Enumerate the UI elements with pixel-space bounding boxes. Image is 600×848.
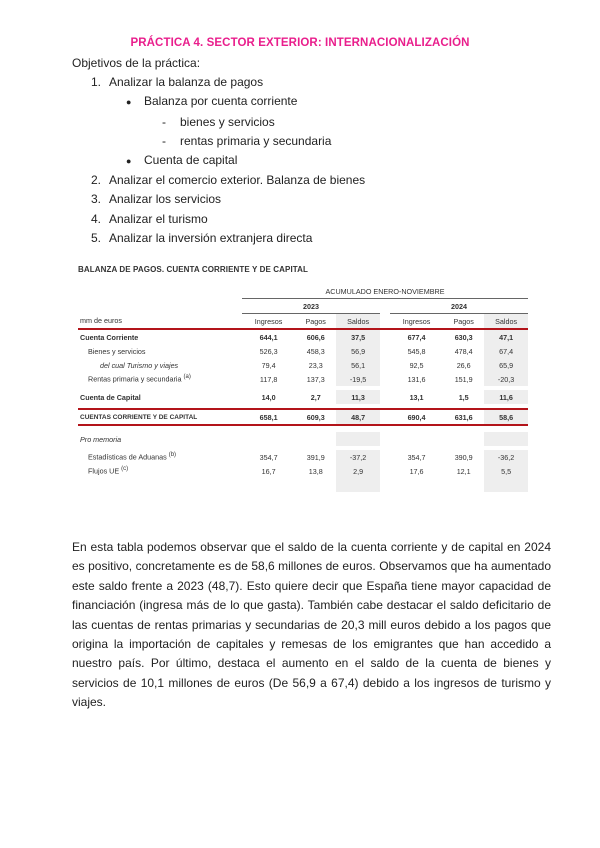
objective-text: Balanza por cuenta corriente xyxy=(144,94,298,109)
table-cell: 26,6 xyxy=(456,360,471,370)
footnote-marker: (b) xyxy=(168,452,177,459)
list-number: 3. xyxy=(91,192,102,207)
table-cell: 545,8 xyxy=(407,346,426,356)
table-cell: 606,6 xyxy=(306,332,325,342)
objective-item xyxy=(72,210,365,229)
objective-text: rentas primaria y secundaria xyxy=(180,133,332,148)
row-label: Bienes y servicios xyxy=(88,346,146,356)
row-label xyxy=(78,464,242,478)
bullet-icon: ● xyxy=(126,97,132,108)
analysis-paragraph: En esta tabla podemos observar que el saldo de la cuenta corriente y de capital en 2024 es positivo, concretamente es de 58,6 millones de euros. Observamos que ha aumentado este saldo frente a 2023 (48,7). Esto quiere decir que España tiene mayor capacidad de financiación (ingresa más de lo que gasta). También cabe destacar el saldo deficitario de las cuentas de rentas primarias y secundarias de 20,3 mill euros debido a los pagos que origina la importación de capitales y remesas de los emigrantes que han accedido a nuestro país. Por último, destaca el aumento en el saldo de la cuenta de bienes y servicios de 10,1 millones de euros (De 56,9 a 67,4) debido a los ingresos de turismo y viajes. xyxy=(72,540,551,710)
table-cell: 92,5 xyxy=(409,360,424,370)
list-number: 2. xyxy=(91,173,102,188)
table-row xyxy=(78,344,528,358)
table-cell: 354,7 xyxy=(407,452,426,462)
objective-text: bienes y servicios xyxy=(180,114,275,129)
row-label: Cuenta Corriente xyxy=(80,332,139,342)
column-header: Pagos xyxy=(295,314,336,330)
table-row xyxy=(78,390,528,404)
objective-text: Analizar el comercio exterior. Balanza de bienes xyxy=(109,173,366,188)
table-header-row xyxy=(78,314,528,330)
objective-text: Analizar la inversión extranjera directa xyxy=(109,230,313,245)
table-cell: 11,3 xyxy=(336,390,380,404)
table-cell: 58,6 xyxy=(484,409,528,425)
table-cell: 458,3 xyxy=(306,346,325,356)
page-title: PRÁCTICA 4. SECTOR EXTERIOR: INTERNACIONALIZACIÓN xyxy=(130,37,470,49)
table-cell: 137,3 xyxy=(306,374,325,384)
year-header: 2024 xyxy=(390,299,528,314)
table-cell: 354,7 xyxy=(259,452,278,462)
table-cell: 79,4 xyxy=(261,360,276,370)
objective-subsubitem xyxy=(72,132,365,151)
table-row xyxy=(78,358,528,372)
row-label: CUENTAS CORRIENTE Y DE CAPITAL xyxy=(78,409,242,425)
table-cell: 644,1 xyxy=(259,332,278,342)
memo-label: Pro memoria xyxy=(80,434,122,444)
table-cell: 13,8 xyxy=(308,466,323,476)
row-label: del cual Turismo y viajes xyxy=(100,360,179,370)
table-row xyxy=(78,372,528,386)
objective-item xyxy=(72,190,365,209)
objective-text: Cuenta de capital xyxy=(144,153,238,168)
table-cell: 690,4 xyxy=(390,409,443,425)
table-cell: 677,4 xyxy=(407,332,426,342)
row-label-text: Rentas primaria y secundaria xyxy=(88,374,182,384)
table-cell: 17,6 xyxy=(409,466,424,476)
table-row xyxy=(78,329,528,344)
row-label: Cuenta de Capital xyxy=(80,392,141,402)
table-cell: 16,7 xyxy=(261,466,276,476)
footnote-marker: (c) xyxy=(121,466,129,473)
row-label-text: Flujos UE xyxy=(88,466,120,476)
table-cell: 67,4 xyxy=(484,344,528,358)
footnote-marker: (a) xyxy=(183,374,191,381)
table-total-row xyxy=(78,409,528,425)
table-cell: 151,9 xyxy=(454,374,473,384)
objectives-heading: Objetivos de la práctica: xyxy=(72,56,201,70)
table-cell: 390,9 xyxy=(454,452,473,462)
balance-of-payments-table xyxy=(78,284,528,492)
objective-subsubitem xyxy=(72,113,365,132)
table-title: BALANZA DE PAGOS. CUENTA CORRIENTE Y DE CAPITAL xyxy=(78,265,309,274)
objectives-section xyxy=(72,54,365,248)
dash-marker: - xyxy=(162,133,166,148)
table-row xyxy=(78,450,528,464)
table-cell: 37,5 xyxy=(336,329,380,344)
table-cell: -20,3 xyxy=(484,372,528,386)
table-cell: 391,9 xyxy=(306,452,325,462)
year-header: 2023 xyxy=(242,299,380,314)
list-number: 4. xyxy=(91,211,102,226)
objective-item xyxy=(72,171,365,190)
table-cell: 630,3 xyxy=(454,332,473,342)
table-cell: 23,3 xyxy=(308,360,323,370)
table-cell: 14,0 xyxy=(261,392,276,402)
column-header: Ingresos xyxy=(242,314,295,330)
objective-text: Analizar el turismo xyxy=(109,211,208,226)
list-number: 1. xyxy=(91,75,102,90)
bullet-icon: ● xyxy=(126,156,132,167)
table-cell: 609,3 xyxy=(295,409,336,425)
objective-item xyxy=(72,73,365,92)
table-cell: -36,2 xyxy=(484,450,528,464)
dash-marker: - xyxy=(162,114,166,129)
table-cell: 12,1 xyxy=(456,466,471,476)
table-cell: 2,9 xyxy=(336,464,380,478)
table-cell: 5,5 xyxy=(484,464,528,478)
table-cell: -37,2 xyxy=(336,450,380,464)
table-cell: 131,6 xyxy=(407,374,426,384)
row-label-text: Estadísticas de Aduanas xyxy=(88,452,167,462)
table-cell: 11,6 xyxy=(484,390,528,404)
table-cell: 117,8 xyxy=(259,374,278,384)
table-cell: 2,7 xyxy=(310,392,321,402)
table-cell: 631,6 xyxy=(443,409,484,425)
table-cell: -19,5 xyxy=(336,372,380,386)
objective-text: Analizar la balanza de pagos xyxy=(109,75,264,90)
table-cell: 56,9 xyxy=(336,344,380,358)
table-row xyxy=(78,464,528,478)
row-label xyxy=(78,372,242,386)
table-year-row xyxy=(78,299,528,314)
table-cell: 13,1 xyxy=(409,392,424,402)
list-number: 5. xyxy=(91,230,102,245)
table-cell: 47,1 xyxy=(484,329,528,344)
table-cell: 65,9 xyxy=(484,358,528,372)
table-period-row xyxy=(78,284,528,299)
unit-label: mm de euros xyxy=(78,314,242,330)
table-cell: 658,1 xyxy=(242,409,295,425)
balance-table-figure xyxy=(78,265,533,492)
row-label xyxy=(78,450,242,464)
table-cell: 1,5 xyxy=(458,392,469,402)
table-cell: 48,7 xyxy=(336,409,380,425)
column-header: Saldos xyxy=(484,314,528,330)
table-cell: 56,1 xyxy=(336,358,380,372)
objective-subitem xyxy=(72,92,365,112)
table-cell: 478,4 xyxy=(454,346,473,356)
memo-row xyxy=(78,432,528,446)
objective-item xyxy=(72,229,365,248)
table-period: ACUMULADO ENERO-NOVIEMBRE xyxy=(242,284,528,299)
column-header: Pagos xyxy=(443,314,484,330)
column-header: Saldos xyxy=(336,314,380,330)
objective-text: Analizar los servicios xyxy=(109,192,222,207)
column-header: Ingresos xyxy=(390,314,443,330)
objective-subitem xyxy=(72,151,365,171)
table-cell: 526,3 xyxy=(259,346,278,356)
